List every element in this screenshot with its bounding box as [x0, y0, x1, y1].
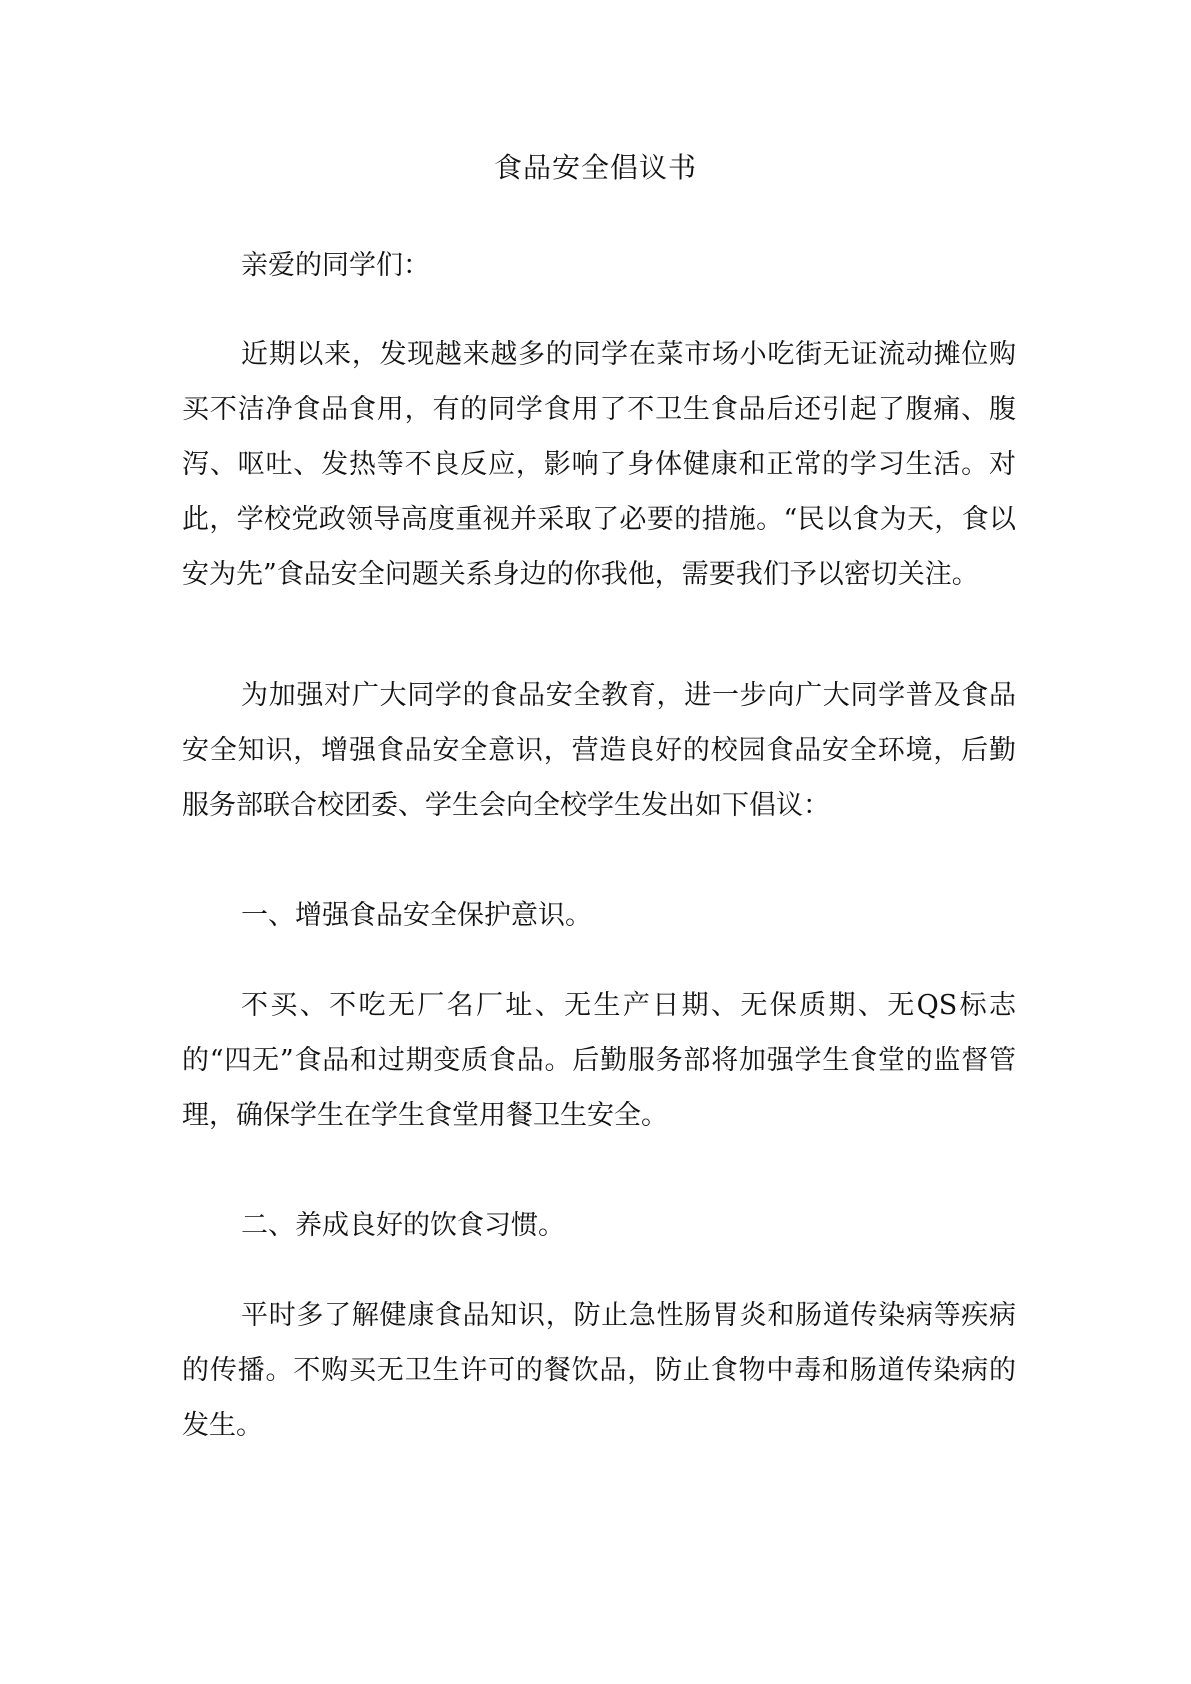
greeting: 亲爱的同学们： [241, 250, 430, 281]
section-heading-1: 一、增强食品安全保护意识。 [241, 900, 592, 931]
paragraph-intro: 近期以来，发现越来越多的同学在菜市场小吃街无证流动摊位购买不洁净食品食用，有的同学食用了不卫生食品后还引起了腹痛、腹泻、呕吐、发热等不良反应，影响了身体健康和正常的学习生活。对此，学校党政领导高度重视并采取了必要的措施。“民以食为天，食以安为先”食品安全问题关系身边的你我他，需要我们予以密切关注。 [182, 339, 1016, 590]
document-title: 食品安全倡议书 [493, 151, 697, 184]
section-heading-2: 二、养成良好的饮食习惯。 [241, 1210, 565, 1241]
paragraph-section-2: 平时多了解健康食品知识，防止急性肠胃炎和肠道传染病等疾病的传播。不购买无卫生许可的餐饮品，防止食物中毒和肠道传染病的发生。 [182, 1300, 1016, 1441]
paragraph-section-1: 不买、不吃无厂名厂址、无生产日期、无保质期、无QS标志的“四无”食品和过期变质食品。后勤服务部将加强学生食堂的监督管理，确保学生在学生食堂用餐卫生安全。 [182, 990, 1016, 1131]
paragraph-initiative: 为加强对广大同学的食品安全教育，进一步向广大同学普及食品安全知识，增强食品安全意识，营造良好的校园食品安全环境，后勤服务部联合校团委、学生会向全校学生发出如下倡议： [182, 680, 1016, 821]
